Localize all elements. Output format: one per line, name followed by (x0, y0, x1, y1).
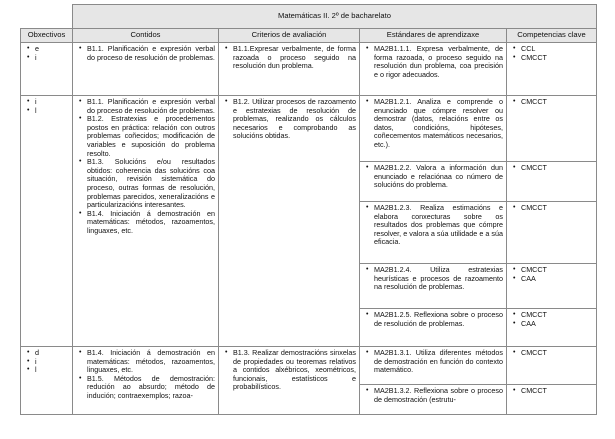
competences-cell (507, 96, 597, 162)
competences-cell (507, 385, 597, 415)
header-criteria: Criterios de avaliación (219, 29, 360, 43)
standard-cell-item: • MA2B1.2.3. Realiza estimacións e elabora conxecturas sobre os resultados dos problemas que cómpre resolver, e valora a súa utilidade e a súa eficacia. (368, 204, 503, 247)
standard-cell (360, 264, 507, 309)
criteria-cell-item: • B1.2. Utilizar procesos de razoamento e estratexias de resolución de problemas, realizando os cálculos necesarios e comprobando as solucións obtidas. (227, 98, 356, 141)
standard-cell-item: • MA2B1.2.5. Reflexiona sobre o proceso de resolución de problemas. (368, 311, 503, 328)
header-competences: Competencias clave (507, 29, 597, 43)
criteria-cell (219, 43, 360, 96)
standard-cell (360, 385, 507, 415)
objectives-cell-item: • d (29, 349, 69, 358)
competences-cell-item: • CMCCT (515, 164, 593, 173)
competences-cell-item: • CMCCT (515, 266, 593, 275)
contents-cell-item: • B1.3. Solucións e/ou resultados obtidos: coherencia das solucións coa situación, revisión sistemática do proceso, outras formas de resolución, problemas parecidos, xeneralizacións e particularizacións interesantes. (81, 158, 215, 210)
standard-cell-item: • MA2B1.3.2. Reflexiona sobre o proceso de demostración (estrutu- (368, 387, 503, 404)
standard-cell-item: • MA2B1.1.1. Expresa verbalmente, de forma razoada, o proceso seguido na resolución dun problema, coa precisión e o rigor adecuados. (368, 45, 503, 79)
standard-cell (360, 43, 507, 96)
header-standards: Estándares de aprendizaxe (360, 29, 507, 43)
objectives-cell (21, 96, 73, 347)
objectives-cell-item: • l (29, 107, 69, 116)
criteria-cell-item: • B1.1.Expresar verbalmente, de forma razoada o proceso seguido na resolución dun problema. (227, 45, 356, 71)
standard-cell-item: • MA2B1.3.1. Utiliza diferentes métodos de demostración en función do contexto matemático. (368, 349, 503, 375)
header-contents: Contidos (73, 29, 219, 43)
contents-cell-item: • B1.1. Planificación e expresión verbal do proceso de resolución de problemas. (81, 45, 215, 62)
standard-cell (360, 96, 507, 162)
competences-cell (507, 162, 597, 202)
competences-cell (507, 43, 597, 96)
competences-cell-item: • CAA (515, 320, 593, 329)
objectives-cell (21, 347, 73, 415)
header-objectives: Obxectivos (21, 29, 73, 43)
table-title: Matemáticas II. 2º de bacharelato (73, 5, 597, 29)
standard-cell (360, 162, 507, 202)
corner-cell (21, 5, 73, 29)
competences-cell-item: • CMCCT (515, 204, 593, 213)
criteria-cell (219, 347, 360, 415)
competences-cell-item: • CMCCT (515, 98, 593, 107)
contents-cell-item: • B1.5. Métodos de demostración: redución ao absurdo; método de indución; contraexemplos; razoa- (81, 375, 215, 401)
objectives-cell-item: • e (29, 45, 69, 54)
competences-cell (507, 202, 597, 264)
standard-cell (360, 347, 507, 385)
table-row (21, 43, 597, 96)
criteria-cell (219, 96, 360, 347)
contents-cell-item: • B1.2. Estratexias e procedementos postos en práctica: relación con outros problemas coñecidos; modificación de variables e suposición do problema resolto. (81, 115, 215, 158)
competences-cell-item: • CCL (515, 45, 593, 54)
objectives-cell (21, 43, 73, 96)
contents-cell (73, 96, 219, 347)
contents-cell-item: • B1.4. Iniciación á demostración en matemáticas: métodos, razoamentos, linguaxes, etc. (81, 210, 215, 236)
competences-cell-item: • CMCCT (515, 311, 593, 320)
contents-cell-item: • B1.4. Iniciación á demostración en matemáticas: métodos, razoamentos, linguaxes, etc. (81, 349, 215, 375)
competences-cell-item: • CMCCT (515, 349, 593, 358)
objectives-cell-item: • i (29, 98, 69, 107)
table-body (21, 43, 597, 415)
standard-cell-item: • MA2B1.2.2. Valora a información dun enunciado e relaciónaa co número de solucións do problema. (368, 164, 503, 190)
table-row (21, 96, 597, 162)
contents-cell (73, 43, 219, 96)
criteria-cell-item: • B1.3. Realizar demostracións sinxelas de propiedades ou teoremas relativos a contidos alxébricos, xeométricos, funcionais, estatísticos e probabilísticos. (227, 349, 356, 392)
standard-cell (360, 202, 507, 264)
competences-cell-item: • CMCCT (515, 387, 593, 396)
standard-cell (360, 309, 507, 347)
table-row (21, 347, 597, 385)
competences-cell (507, 264, 597, 309)
competences-cell (507, 347, 597, 385)
objectives-cell-item: • l (29, 366, 69, 375)
competences-cell-item: • CMCCT (515, 54, 593, 63)
objectives-cell-item: • i (29, 54, 69, 63)
standard-cell-item: • MA2B1.2.1. Analiza e comprende o enunciado que cómpre resolver ou demostrar (datos, relacións entre os datos, condicións, hipóteses, coñecementos matemáticos necesarios, etc.). (368, 98, 503, 150)
contents-cell-item: • B1.1. Planificación e expresión verbal do proceso de resolución de problemas. (81, 98, 215, 115)
competences-cell-item: • CAA (515, 275, 593, 284)
standard-cell-item: • MA2B1.2.4. Utiliza estratexias heurísticas e procesos de razoamento na resolución de problemas. (368, 266, 503, 292)
curriculum-table (20, 4, 597, 415)
objectives-cell-item: • i (29, 358, 69, 367)
competences-cell (507, 309, 597, 347)
contents-cell (73, 347, 219, 415)
